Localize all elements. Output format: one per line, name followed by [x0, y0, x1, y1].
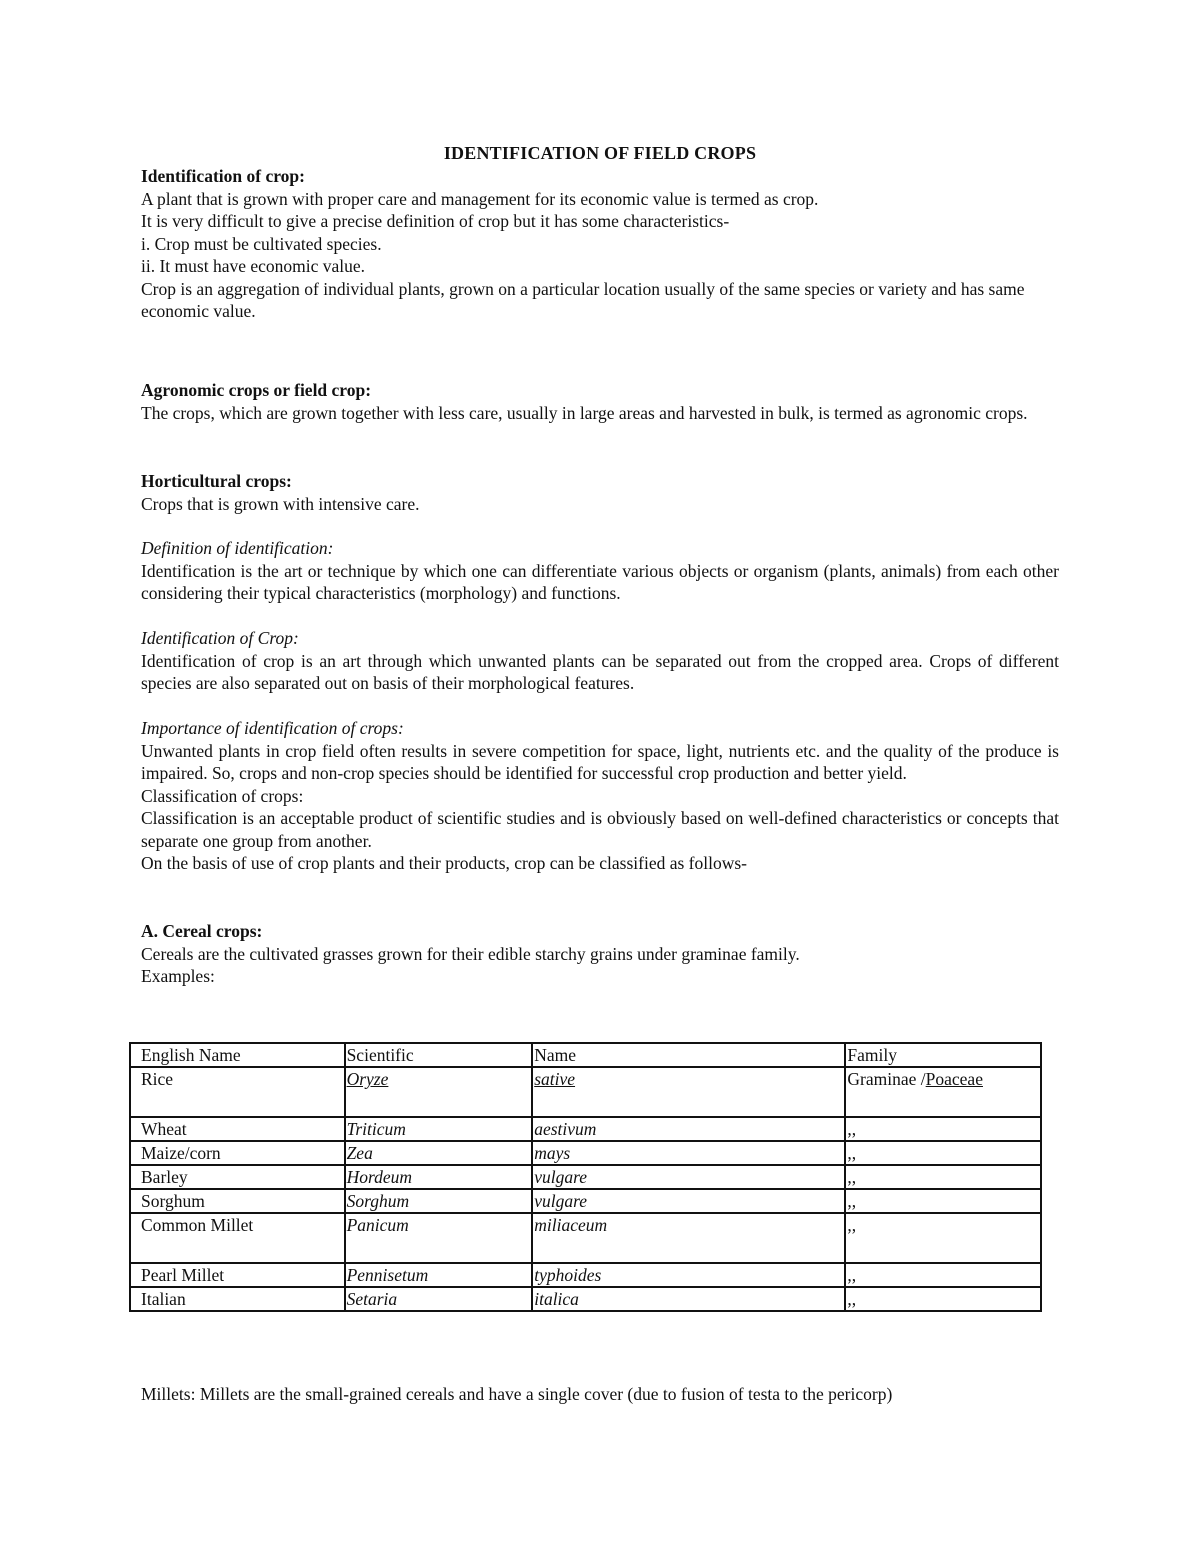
genus-cell: Pennisetum	[345, 1263, 533, 1287]
list-item: ii. It must have economic value.	[141, 256, 366, 276]
paragraph: Cereals are the cultivated grasses grown for their edible starchy grains under graminae family.	[141, 943, 800, 964]
section-identification-of-crop-2	[141, 627, 1059, 695]
paragraph: Crops that is grown with intensive care.	[141, 493, 420, 514]
table-header-cell: Scientific	[345, 1043, 533, 1067]
section-horticultural-crops	[141, 470, 1059, 515]
table-row	[130, 1117, 1041, 1141]
family-cell: ,,	[845, 1165, 1041, 1189]
species-cell: typhoides	[532, 1263, 845, 1287]
genus-cell: Hordeum	[345, 1165, 533, 1189]
paragraph: Unwanted plants in crop field often results in severe competition for space, light, nutrients etc. and the quality of the produce is impaired. So, crops and non-crop species should be identified for successful crop production and better yield.	[141, 740, 1059, 783]
genus-cell: Sorghum	[345, 1189, 533, 1213]
family-cell: ,,	[845, 1287, 1041, 1311]
section-heading: Identification of crop:	[141, 166, 305, 186]
paragraph: A plant that is grown with proper care and management for its economic value is termed as crop.	[141, 188, 819, 209]
genus-cell: Panicum	[345, 1213, 533, 1263]
section-heading: Identification of Crop:	[141, 628, 299, 648]
list-item: i. Crop must be cultivated species.	[141, 233, 382, 254]
paragraph: Classification is an acceptable product of scientific studies and is obviously based on well-defined characteristics or concepts that separate one group from another.	[141, 808, 1059, 851]
english-name-cell: Wheat	[130, 1117, 345, 1141]
section-importance-of-identification	[141, 717, 1059, 875]
table-header-cell: English Name	[130, 1043, 345, 1067]
species-cell: italica	[532, 1287, 845, 1311]
section-heading: Horticultural crops:	[141, 471, 292, 491]
genus-cell: Triticum	[345, 1117, 533, 1141]
section-agronomic-crops	[141, 379, 1059, 424]
table-row	[130, 1287, 1041, 1311]
english-name-cell: Common Millet	[130, 1213, 345, 1263]
paragraph: The crops, which are grown together with less care, usually in large areas and harvested in bulk, is termed as agronomic crops.	[141, 402, 1028, 423]
family-cell: ,,	[845, 1263, 1041, 1287]
family-cell: ,,	[845, 1213, 1041, 1263]
species-cell: miliaceum	[532, 1213, 845, 1263]
family-text: Graminae /	[847, 1069, 926, 1089]
species-cell: vulgare	[532, 1165, 845, 1189]
section-heading: Importance of identification of crops:	[141, 718, 404, 738]
paragraph: Examples:	[141, 966, 215, 986]
millets-note: Millets: Millets are the small-grained cereals and have a single cover (due to fusion of testa to the pericorp)	[141, 1384, 893, 1404]
species-cell: mays	[532, 1141, 845, 1165]
species-cell: vulgare	[532, 1189, 845, 1213]
species-cell: sative	[532, 1067, 845, 1117]
table-header-cell: Name	[532, 1043, 845, 1067]
family-cell: ,,	[845, 1117, 1041, 1141]
paragraph: It is very difficult to give a precise definition of crop but it has some characteristics-	[141, 211, 730, 231]
table-row	[130, 1263, 1041, 1287]
species-cell: aestivum	[532, 1117, 845, 1141]
section-definition-of-identification	[141, 537, 1059, 605]
paragraph: Classification of crops:	[141, 785, 304, 806]
table-row	[130, 1067, 1041, 1117]
page-title: IDENTIFICATION OF FIELD CROPS	[443, 143, 757, 163]
paragraph: Crop is an aggregation of individual plants, grown on a particular location usually of the same species or variety and has same economic value.	[141, 278, 1025, 321]
cereal-crops-table	[129, 1042, 1042, 1312]
table-header-row	[130, 1043, 1041, 1067]
table-header-cell: Family	[845, 1043, 1041, 1067]
english-name-cell: Maize/corn	[130, 1141, 345, 1165]
paragraph: Identification is the art or technique by which one can differentiate various objects or organism (plants, animals) from each other considering their typical characteristics (morphology) and functions.	[141, 560, 1059, 603]
table-row	[130, 1141, 1041, 1165]
english-name-cell: Rice	[130, 1067, 345, 1117]
genus-cell: Zea	[345, 1141, 533, 1165]
family-cell: ,,	[845, 1189, 1041, 1213]
section-heading: Agronomic crops or field crop:	[141, 380, 372, 400]
section-identification-of-crop	[141, 165, 1059, 323]
table-row	[130, 1189, 1041, 1213]
section-cereal-crops	[141, 920, 1059, 988]
paragraph: Identification of crop is an art through which unwanted plants can be separated out from the cropped area. Crops of different species are also separated out on basis of their morphological features.	[141, 650, 1059, 693]
family-cell	[845, 1067, 1041, 1117]
section-heading: Definition of identification:	[141, 538, 334, 558]
table-row	[130, 1213, 1041, 1263]
genus-cell: Oryze	[345, 1067, 533, 1117]
family-alt-text: Poaceae	[925, 1069, 983, 1089]
english-name-cell: Italian	[130, 1287, 345, 1311]
english-name-cell: Pearl Millet	[130, 1263, 345, 1287]
english-name-cell: Sorghum	[130, 1189, 345, 1213]
paragraph: On the basis of use of crop plants and their products, crop can be classified as follows-	[141, 853, 748, 873]
english-name-cell: Barley	[130, 1165, 345, 1189]
table-row	[130, 1165, 1041, 1189]
genus-cell: Setaria	[345, 1287, 533, 1311]
family-cell: ,,	[845, 1141, 1041, 1165]
section-heading: A. Cereal crops:	[141, 921, 263, 941]
